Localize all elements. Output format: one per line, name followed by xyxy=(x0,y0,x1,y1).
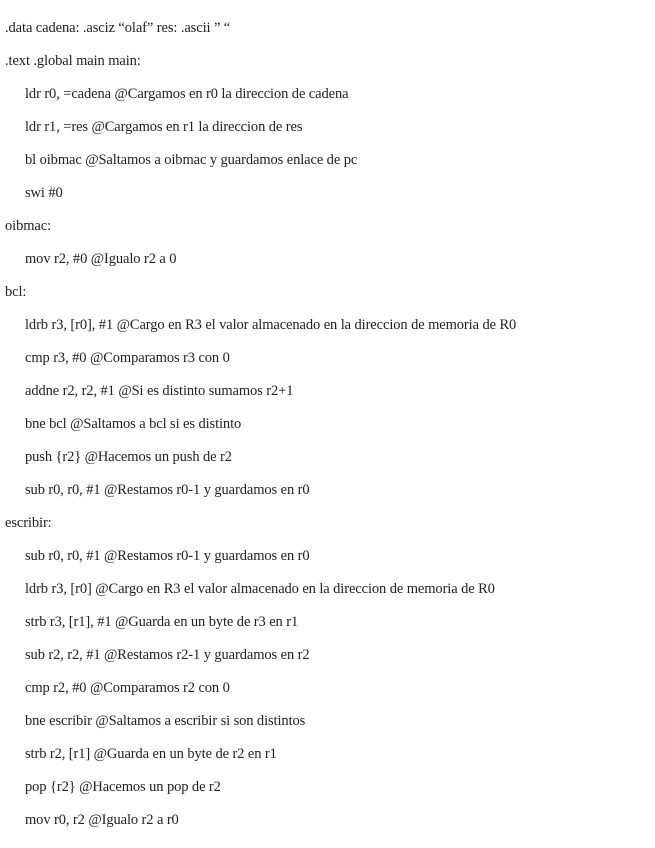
code-line: sub r2, r2, #1 @Restamos r2-1 y guardamos en r2 xyxy=(25,647,310,663)
code-line: swi #0 xyxy=(25,185,63,201)
code-line: mov r2, #0 @Igualo r2 a 0 xyxy=(25,251,177,267)
code-line: bne escribir @Saltamos a escribir si son distintos xyxy=(25,713,306,729)
code-line: bne bcl @Saltamos a bcl si es distinto xyxy=(25,416,242,432)
code-line: mov r0, r2 @Igualo r2 a r0 xyxy=(25,812,179,828)
code-line: .text .global main main: xyxy=(5,53,141,69)
code-label: oibmac: xyxy=(5,218,52,234)
code-line: .data cadena: .asciz “olaf” res: .ascii ” “ xyxy=(5,20,231,36)
code-label: escribir: xyxy=(5,515,52,531)
document-body xyxy=(5,18,650,843)
code-line: ldr r0, =cadena @Cargamos en r0 la direccion de cadena xyxy=(25,86,349,102)
code-line: ldr r1, =res @Cargamos en r1 la direccion de res xyxy=(25,119,303,135)
code-line: ldrb r3, [r0] @Cargo en R3 el valor almacenado en la direccion de memoria de R0 xyxy=(25,581,495,597)
code-label: bcl: xyxy=(5,284,27,300)
code-line: strb r2, [r1] @Guarda en un byte de r2 en r1 xyxy=(25,746,277,762)
code-line: sub r0, r0, #1 @Restamos r0-1 y guardamos en r0 xyxy=(25,548,310,564)
code-line: cmp r3, #0 @Comparamos r3 con 0 xyxy=(25,350,230,366)
code-line: cmp r2, #0 @Comparamos r2 con 0 xyxy=(25,680,230,696)
code-line: sub r0, r0, #1 @Restamos r0-1 y guardamos en r0 xyxy=(25,482,310,498)
code-line: strb r3, [r1], #1 @Guarda en un byte de r3 en r1 xyxy=(25,614,299,630)
code-line: pop {r2} @Hacemos un pop de r2 xyxy=(25,779,221,795)
code-line: ldrb r3, [r0], #1 @Cargo en R3 el valor almacenado en la direccion de memoria de R0 xyxy=(25,317,517,333)
code-line: bl oibmac @Saltamos a oibmac y guardamos enlace de pc xyxy=(25,152,358,168)
code-line: push {r2} @Hacemos un push de r2 xyxy=(25,449,232,465)
code-line: addne r2, r2, #1 @Si es distinto sumamos r2+1 xyxy=(25,383,294,399)
